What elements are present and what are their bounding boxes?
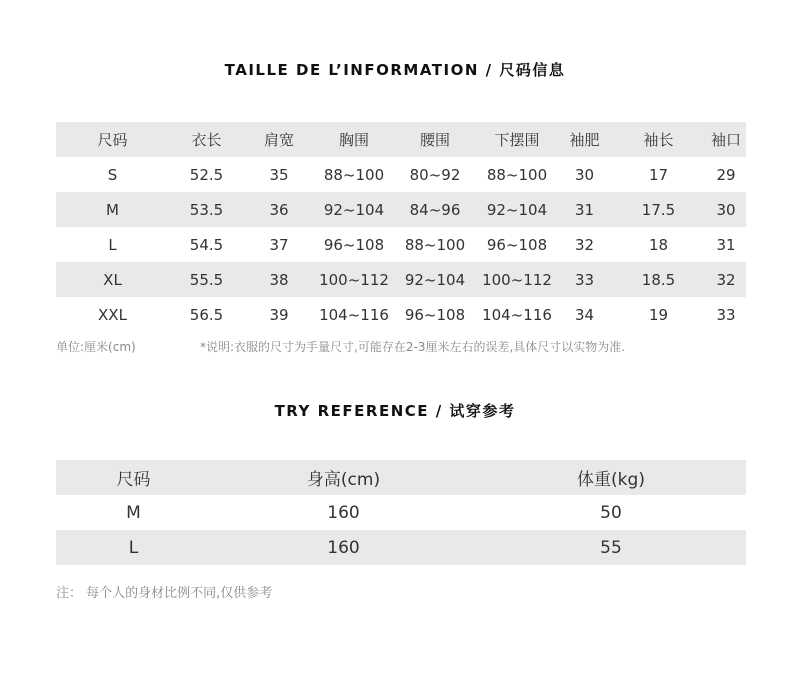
header-sleeve-width: 袖肥 [569, 131, 600, 149]
table-cell: 37 [269, 235, 289, 254]
table-cell: 96~108 [404, 305, 466, 324]
table-cell: 54.5 [189, 235, 224, 254]
table-row [56, 297, 746, 332]
table-cell: 104~116 [482, 305, 552, 324]
try-reference-title: TRY REFERENCE / 试穿参考 [274, 402, 516, 420]
size-info-title: TAILLE DE L’INFORMATION / 尺码信息 [224, 61, 566, 79]
table-cell: 96~108 [486, 235, 548, 254]
table-cell: 31 [716, 235, 736, 254]
header-weight: 体重(kg) [577, 470, 645, 490]
table-cell: 35 [269, 165, 289, 184]
measurement-note: *说明:衣服的尺寸为手量尺寸,可能存在2-3厘米左右的误差,具体尺寸以实物为准. [200, 340, 626, 354]
table-cell: 88~100 [323, 165, 385, 184]
table-cell: 38 [269, 270, 289, 289]
table-cell: 88~100 [486, 165, 548, 184]
table-cell: XL [103, 270, 122, 289]
table-cell: 52.5 [189, 165, 224, 184]
table-cell: XXL [98, 305, 127, 324]
unit-note: 单位:厘米(cm) [56, 340, 136, 354]
try-note: 注： 每个人的身材比例不同,仅供参考 [56, 586, 273, 601]
table-row [56, 262, 746, 297]
table-cell: 30 [716, 200, 736, 219]
table-cell: 17 [648, 165, 669, 184]
table-cell: 33 [574, 270, 595, 289]
table-cell: 34 [574, 305, 595, 324]
table-cell: 104~116 [319, 305, 389, 324]
table-cell: 19 [648, 305, 669, 324]
header-hem: 下摆围 [494, 131, 540, 149]
table-cell: 53.5 [189, 200, 224, 219]
table-cell: 84~96 [409, 200, 461, 219]
header-shoulder: 肩宽 [263, 131, 294, 149]
size-table-header-row [56, 122, 746, 157]
table-cell: 160 [327, 502, 360, 523]
table-cell: 36 [269, 200, 289, 219]
table-cell: L [108, 235, 117, 254]
header-length: 衣长 [191, 131, 222, 149]
table-cell: 32 [716, 270, 736, 289]
table-cell: 33 [716, 305, 736, 324]
header-sleeve-length: 袖长 [643, 131, 674, 149]
table-cell: 18 [648, 235, 669, 254]
table-cell: 100~112 [319, 270, 389, 289]
table-cell: 160 [327, 537, 360, 558]
table-cell: 30 [574, 165, 595, 184]
table-cell: 50 [600, 502, 622, 523]
table-row [56, 530, 746, 565]
table-row [56, 227, 746, 262]
try-table-header-row [56, 460, 746, 495]
table-cell: 92~104 [404, 270, 466, 289]
table-cell: 17.5 [641, 200, 676, 219]
size-table [56, 122, 746, 332]
table-cell: M [126, 502, 141, 523]
header-chest: 胸围 [338, 131, 369, 149]
header-size: 尺码 [97, 131, 128, 149]
header-cuff: 袖口 [710, 131, 741, 149]
table-cell: S [107, 165, 118, 184]
table-cell: 29 [716, 165, 736, 184]
table-cell: L [128, 537, 139, 558]
table-cell: 56.5 [189, 305, 224, 324]
table-row [56, 192, 746, 227]
table-cell: 92~104 [323, 200, 385, 219]
try-reference-table [56, 460, 746, 565]
table-cell: 92~104 [486, 200, 548, 219]
table-cell: 55.5 [189, 270, 224, 289]
header-height: 身高(cm) [306, 470, 381, 490]
table-cell: 55 [600, 537, 622, 558]
table-cell: 18.5 [641, 270, 676, 289]
table-row [56, 157, 746, 192]
table-cell: M [106, 200, 119, 219]
header-waist: 腰围 [419, 131, 450, 149]
table-cell: 80~92 [409, 165, 461, 184]
table-cell: 31 [574, 200, 595, 219]
table-row [56, 495, 746, 530]
table-cell: 88~100 [404, 235, 466, 254]
table-cell: 32 [574, 235, 595, 254]
table-cell: 100~112 [482, 270, 552, 289]
header-size: 尺码 [116, 470, 151, 490]
table-cell: 39 [269, 305, 289, 324]
table-cell: 96~108 [323, 235, 385, 254]
